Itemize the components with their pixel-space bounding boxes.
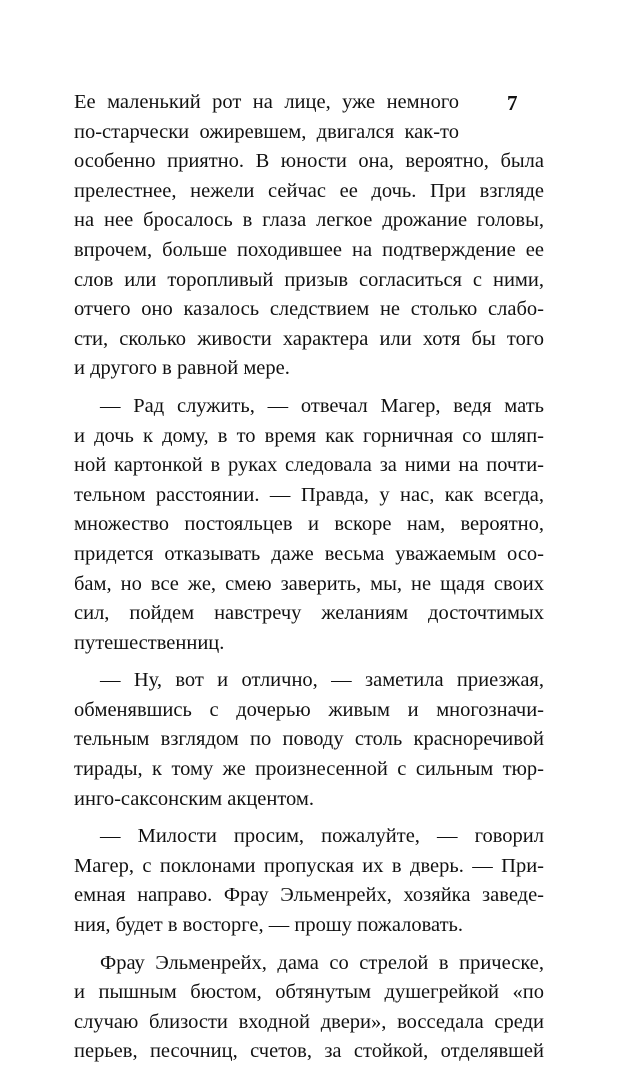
text-line: ной картонкой в руках следовала за ними на почти- (74, 454, 544, 477)
text-line: слов или торопливый призыв согласиться с ними, (74, 268, 544, 291)
text-line: инго-саксонским акцентом. (74, 787, 315, 810)
page-body (74, 88, 544, 1067)
text-line: тельном расстоянии. — Правда, у нас, как всегда, (74, 483, 544, 506)
text-line: сил, пойдем навстречу желаниям досточтимых (74, 602, 544, 625)
paragraph (74, 949, 544, 1067)
text-line: емная направо. Фрау Эльменрейх, хозяйка заведе- (74, 884, 544, 907)
text-line: случаю близости входной двери», восседала среди (74, 1010, 544, 1033)
text-line: впрочем, больше походившее на подтверждение ее (74, 238, 544, 261)
paragraph (74, 392, 544, 658)
text-line: — Ну, вот и отлично, — заметила приезжая, (100, 669, 544, 692)
text-line: прелестнее, нежели сейчас ее дочь. При взгляде (74, 179, 544, 202)
text-line: Фрау Эльменрейх, дама со стрелой в прическе, (100, 951, 544, 974)
text-line: Ее маленький рот на лице, уже немного (74, 91, 459, 113)
paragraph (74, 666, 544, 814)
text-line: тельным взглядом по поводу столь красноречивой (74, 728, 544, 751)
text-line: сти, сколько живости характера или хотя бы того (74, 327, 544, 350)
text-line: путешественниц. (74, 631, 225, 654)
text-line: — Рад служить, — отвечал Магер, ведя мать (100, 394, 544, 417)
text-line: множество постояльцев и вскоре нам, вероятно, (74, 513, 544, 536)
text-line: — Милости просим, пожалуйте, — говорил (100, 825, 544, 848)
text-line: придется отказывать даже весьма уважаемым осо- (74, 542, 544, 565)
paragraph (74, 88, 544, 384)
text-line: на нее бросалось в глаза легкое дрожание головы, (74, 209, 544, 232)
text-line: и другого в равной мере. (74, 357, 290, 380)
text-line: Магер, с поклонами пропуская их в дверь. — При- (74, 854, 544, 877)
text-line: обменявшись с дочерью живым и многозначи- (74, 698, 544, 721)
text-line: особенно приятно. В юности она, вероятно, была (74, 150, 544, 173)
paragraph (74, 822, 544, 940)
text-line: бам, но все же, смею заверить, мы, не щадя своих (74, 572, 544, 595)
text-line: по-старчески ожиревшем, двигался как-то (74, 120, 459, 143)
text-line: и дочь к дому, в то время как горничная со шляп- (74, 424, 544, 447)
text-line: ния, будет в восторге, — прошу пожаловать. (74, 914, 464, 937)
text-line: тирады, к тому же произнесенной с сильным тюр- (74, 758, 544, 781)
page-number: 7 (507, 91, 518, 115)
text-line: и пышным бюстом, обтянутым душегрейкой «по (74, 981, 544, 1004)
text-line: перьев, песочниц, счетов, за стойкой, отделявшей (74, 1040, 544, 1063)
text-line: отчего оно казалось следствием не столько слабо- (74, 298, 544, 321)
